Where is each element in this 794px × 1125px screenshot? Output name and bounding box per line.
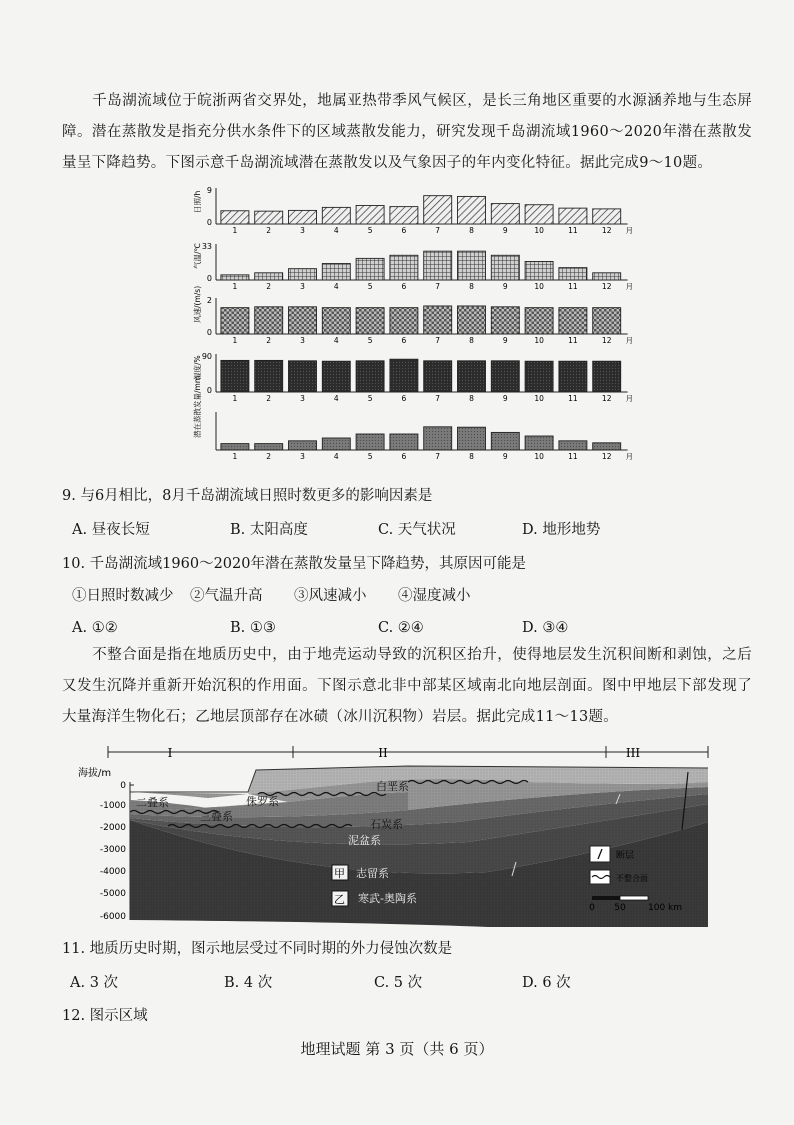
- tick-p4-m6: 6: [401, 394, 407, 403]
- tick-p5-m11: 11: [568, 452, 578, 461]
- bar-p2-m10: [525, 261, 553, 280]
- tick-p4-m1: 1: [232, 394, 238, 403]
- panel-1-ymin: 0: [206, 218, 212, 227]
- q11-option-b[interactable]: B. 4 次: [224, 975, 273, 991]
- tick-p3-m11: 11: [568, 336, 578, 345]
- bar-p4-m10: [525, 361, 553, 392]
- bar-p1-m6: [390, 207, 418, 224]
- tick-p3-m5: 5: [367, 336, 373, 345]
- tick-p5-m6: 6: [401, 452, 407, 461]
- bar-p3-m9: [491, 307, 519, 334]
- q9-option-c[interactable]: C. 天气状况: [378, 522, 456, 538]
- bar-p4-m12: [593, 361, 621, 392]
- tick-p4-m7: 7: [435, 394, 441, 403]
- zone-label-1: I: [167, 746, 173, 760]
- zone-label-2: II: [378, 746, 388, 760]
- bar-p4-m3: [289, 361, 317, 392]
- tick-p4-m10: 10: [534, 394, 544, 403]
- tick-p4-m9: 9: [502, 394, 508, 403]
- label-silurian: 志留系: [356, 867, 389, 880]
- label-permian: 二叠系: [136, 796, 169, 809]
- tick-p4-m12: 12: [601, 394, 612, 403]
- bar-p3-m11: [559, 308, 587, 334]
- bar-p2-m2: [255, 273, 283, 280]
- bar-p3-m10: [525, 308, 553, 334]
- bar-p5-m8: [458, 427, 486, 450]
- bar-p3-m12: [593, 308, 621, 334]
- bar-p4-m9: [491, 361, 519, 392]
- tick-p3-m10: 10: [534, 336, 544, 345]
- label-devonian: 泥盆系: [348, 834, 381, 847]
- bar-p5-m4: [322, 438, 350, 450]
- svg-text:-1000: -1000: [99, 801, 126, 811]
- q11-option-c[interactable]: C. 5 次: [374, 975, 423, 991]
- climate-bar-chart: [194, 184, 654, 474]
- tick-p2-m11: 11: [568, 282, 578, 291]
- svg-text:-6000: -6000: [99, 912, 126, 922]
- tick-p4-m8: 8: [469, 394, 474, 403]
- tick-p3-m2: 2: [266, 336, 272, 345]
- label-carboniferous: 石炭系: [370, 818, 403, 831]
- bar-p1-m4: [322, 207, 350, 224]
- tick-p2-m2: 2: [266, 282, 272, 291]
- bar-p5-m5: [356, 434, 384, 450]
- panel-2-ylabel: 气温/℃: [193, 243, 202, 269]
- bar-p5-m7: [424, 427, 452, 450]
- q10-item-1: ①日照时数减少: [72, 588, 174, 604]
- tick-p2-m6: 6: [401, 282, 407, 291]
- panel-4: [192, 352, 633, 403]
- bar-p4-m1: [221, 360, 249, 392]
- tick-p4-m11: 11: [568, 394, 578, 403]
- q10-item-3: ③风速减小: [294, 588, 367, 604]
- tick-p2-m7: 7: [435, 282, 441, 291]
- tick-p2-m10: 10: [534, 282, 544, 291]
- bar-p4-m5: [356, 361, 384, 392]
- tick-p5-m8: 8: [469, 452, 474, 461]
- page-footer: 地理试题 第 3 页（共 6 页）: [300, 1040, 494, 1058]
- bar-p5-m6: [390, 434, 418, 450]
- q9-option-a[interactable]: A. 昼夜长短: [72, 522, 150, 538]
- intro-paragraph-1: 千岛湖流域位于皖浙两省交界处，地属亚热带季风气候区，是长三角地区重要的水源涵养地与生态屏障。潜在蒸散发是指充分供水条件下的区域蒸散发能力，研究发现千岛湖流域1960～2020年潜在蒸散发量呈下降趋势。下图示意千岛湖流域潜在蒸散发以及气象因子的年内变化特征。据此完成9～10题。: [62, 93, 752, 171]
- bar-p3-m8: [458, 306, 486, 334]
- bar-p1-m11: [559, 208, 587, 224]
- panel-3: [192, 286, 633, 345]
- tick-p3-m6: 6: [401, 336, 407, 345]
- bar-p5-m12: [593, 443, 621, 450]
- panel-4-x-unit: 月: [625, 394, 634, 403]
- bar-p1-m1: [221, 211, 249, 224]
- tick-p1-m2: 2: [266, 226, 272, 235]
- bar-p5-m1: [221, 444, 249, 450]
- bar-p5-m3: [289, 441, 317, 450]
- bar-p5-m10: [525, 436, 553, 450]
- bar-p2-m7: [424, 251, 452, 280]
- svg-text:0: 0: [589, 903, 595, 913]
- panel-4-ylabel: 湿度/%: [193, 355, 202, 380]
- q10-option-c[interactable]: C. ②④: [378, 620, 424, 636]
- q9-option-d[interactable]: D. 地形地势: [522, 522, 601, 538]
- panel-2-x-unit: 月: [625, 282, 634, 291]
- panel-2: [192, 242, 633, 291]
- label-cretaceous: 白垩系: [376, 780, 409, 793]
- bar-p1-m3: [289, 210, 317, 224]
- tick-p4-m3: 3: [300, 394, 305, 403]
- bar-p3-m7: [424, 306, 452, 334]
- tick-p1-m8: 8: [469, 226, 474, 235]
- bar-p4-m7: [424, 361, 452, 392]
- bar-p2-m8: [458, 251, 486, 280]
- tick-p1-m6: 6: [401, 226, 407, 235]
- question-11-stem: 11. 地质历史时期，图示地层受过不同时期的外力侵蚀次数是: [62, 941, 453, 957]
- svg-text:-4000: -4000: [99, 867, 126, 877]
- question-10-stem: 10. 千岛湖流域1960～2020年潜在蒸散发量呈下降趋势，其原因可能是: [62, 556, 526, 572]
- tick-p2-m5: 5: [367, 282, 373, 291]
- svg-text:100 km: 100 km: [648, 903, 683, 913]
- bar-p3-m5: [356, 308, 384, 334]
- tick-p5-m5: 5: [367, 452, 373, 461]
- bar-p3-m4: [322, 308, 350, 334]
- tick-p1-m10: 10: [534, 226, 544, 235]
- bar-p5-m9: [491, 432, 519, 450]
- q10-option-d[interactable]: D. ③④: [522, 620, 569, 636]
- bar-p2-m5: [356, 258, 384, 280]
- bar-p5-m2: [255, 444, 283, 450]
- bar-p1-m2: [255, 211, 283, 224]
- q10-item-2: ②气温升高: [190, 588, 263, 604]
- tick-p2-m3: 3: [300, 282, 305, 291]
- svg-text:50: 50: [614, 903, 626, 913]
- bar-p2-m12: [593, 273, 621, 280]
- zone-label-3: III: [625, 746, 641, 760]
- legend-unconformity-label: 不整合面: [616, 874, 648, 883]
- elevation-tick-labels: [100, 781, 126, 922]
- tick-p1-m7: 7: [435, 226, 441, 235]
- q9-option-b[interactable]: B. 太阳高度: [230, 522, 308, 538]
- bar-p1-m9: [491, 204, 519, 224]
- question-9-stem: 9. 与6月相比，8月千岛湖流域日照时数更多的影响因素是: [62, 488, 433, 504]
- bar-p2-m4: [322, 264, 350, 280]
- label-cambrian-ordovician: 寒武-奥陶系: [358, 892, 417, 905]
- svg-text:0: 0: [120, 781, 126, 791]
- tick-p3-m3: 3: [300, 336, 305, 345]
- bar-p1-m12: [593, 209, 621, 224]
- panel-4-ymin: 0: [206, 386, 212, 395]
- svg-text:-5000: -5000: [99, 889, 126, 899]
- bar-p1-m7: [424, 196, 452, 224]
- panel-5-x-unit: 月: [625, 452, 634, 461]
- tick-p1-m5: 5: [367, 226, 373, 235]
- bar-p2-m6: [390, 255, 418, 280]
- panel-1: [193, 186, 633, 235]
- panel-5-ylabel: 潜在蒸散发量/mm: [193, 375, 202, 438]
- tick-p5-m10: 10: [534, 452, 544, 461]
- tick-p4-m4: 4: [333, 394, 339, 403]
- legend-fault-label: 断层: [616, 851, 635, 861]
- panel-2-ymin: 0: [206, 274, 212, 283]
- legend-unconformity-swatch: [590, 870, 610, 884]
- bar-p4-m11: [559, 361, 587, 392]
- bar-p1-m5: [356, 205, 384, 224]
- tick-p3-m7: 7: [435, 336, 441, 345]
- panel-3-ymin: 0: [206, 328, 212, 337]
- elevation-axis-title: 海拔/m: [78, 768, 112, 779]
- q10-option-a[interactable]: A. ①②: [72, 620, 118, 636]
- q10-option-b[interactable]: B. ①③: [230, 620, 276, 636]
- bar-p3-m2: [255, 307, 283, 334]
- tick-p3-m1: 1: [232, 336, 238, 345]
- panel-3-x-unit: 月: [625, 336, 634, 345]
- bar-p3-m6: [390, 308, 418, 334]
- label-jurassic: 侏罗系: [246, 795, 279, 808]
- tick-p2-m12: 12: [601, 282, 612, 291]
- panel-3-ylabel: 风速/(m/s): [193, 285, 202, 323]
- tick-p1-m12: 12: [601, 226, 612, 235]
- question-12-stem: 12. 图示区域: [62, 1008, 148, 1024]
- geologic-cross-section: [78, 742, 708, 932]
- panel-1-ymax: 9: [206, 186, 212, 195]
- bar-p1-m10: [525, 205, 553, 224]
- tick-p1-m9: 9: [502, 226, 508, 235]
- tick-p3-m12: 12: [601, 336, 612, 345]
- bar-p2-m9: [491, 255, 519, 280]
- bar-p2-m1: [221, 275, 249, 280]
- tick-p2-m9: 9: [502, 282, 508, 291]
- mark-yi: 乙: [334, 893, 345, 906]
- tick-p5-m4: 4: [333, 452, 339, 461]
- tick-p1-m11: 11: [568, 226, 578, 235]
- bar-p3-m1: [221, 308, 249, 334]
- tick-p2-m8: 8: [469, 282, 474, 291]
- bar-p2-m3: [289, 269, 317, 280]
- bar-p4-m4: [322, 361, 350, 392]
- tick-p5-m9: 9: [502, 452, 508, 461]
- tick-p5-m12: 12: [601, 452, 612, 461]
- q11-option-d[interactable]: D. 6 次: [522, 975, 571, 991]
- tick-p1-m1: 1: [232, 226, 238, 235]
- intro-paragraph-2: 不整合面是指在地质历史中，由于地壳运动导致的沉积区抬升，使得地层发生沉积间断和剥蚀，之后又发生沉降并重新开始沉积的作用面。下图示意北非中部某区域南北向地层剖面。图中甲地层下部发现了大量海洋生物化石；乙地层顶部存在冰碛（冰川沉积物）岩层。据此完成11～13题。: [62, 647, 752, 725]
- bar-p3-m3: [289, 307, 317, 334]
- bar-p5-m11: [559, 441, 587, 450]
- panel-1-ylabel: 日照/h: [193, 190, 202, 213]
- svg-text:-3000: -3000: [99, 845, 126, 855]
- q11-option-a[interactable]: A. 3 次: [70, 975, 119, 991]
- tick-p4-m5: 5: [367, 394, 373, 403]
- panel-1-x-unit: 月: [625, 226, 634, 235]
- bar-p4-m8: [458, 361, 486, 392]
- tick-p3-m9: 9: [502, 336, 508, 345]
- tick-p5-m2: 2: [266, 452, 272, 461]
- bar-p4-m6: [390, 359, 418, 392]
- panel-3-ymax: 2: [206, 296, 212, 305]
- bar-p2-m11: [559, 268, 587, 280]
- tick-p3-m8: 8: [469, 336, 474, 345]
- tick-p4-m2: 2: [266, 394, 272, 403]
- tick-p5-m1: 1: [232, 452, 238, 461]
- tick-p1-m3: 3: [300, 226, 305, 235]
- tick-p5-m3: 3: [300, 452, 305, 461]
- svg-text:-2000: -2000: [99, 823, 126, 833]
- panel-4-ymax: 90: [201, 352, 212, 361]
- tick-p1-m4: 4: [333, 226, 339, 235]
- bar-p4-m2: [255, 360, 283, 392]
- mark-jia: 甲: [334, 867, 345, 880]
- tick-p2-m4: 4: [333, 282, 339, 291]
- label-triassic: 三叠系: [200, 810, 233, 823]
- q10-item-4: ④湿度减小: [398, 588, 471, 604]
- tick-p3-m4: 4: [333, 336, 339, 345]
- tick-p2-m1: 1: [232, 282, 238, 291]
- panel-2-ymax: 33: [201, 242, 212, 251]
- bar-p1-m8: [458, 196, 486, 224]
- tick-p5-m7: 7: [435, 452, 441, 461]
